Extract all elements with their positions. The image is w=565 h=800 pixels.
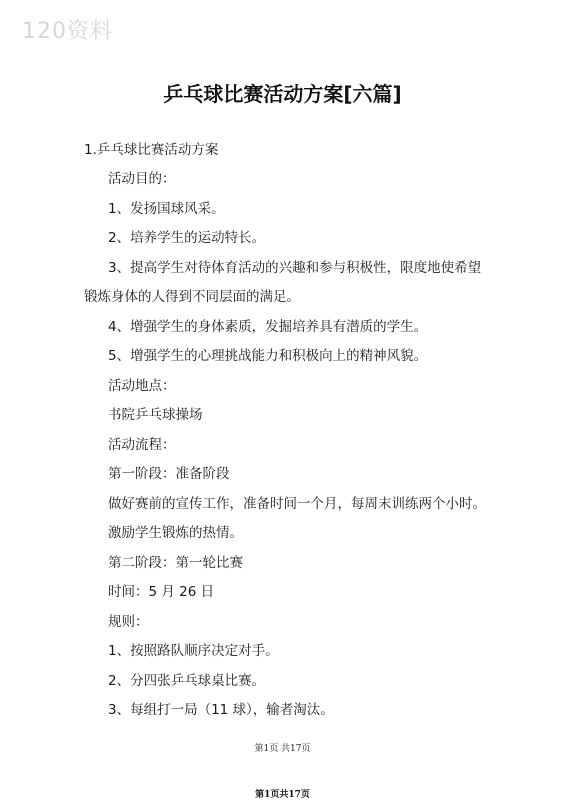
stage-1-heading: 第一阶段：准备阶段 — [108, 466, 230, 482]
purpose-item-5: 5、增强学生的心理挑战能力和积极向上的精神风貌。 — [108, 348, 428, 364]
page-number-center: 第1页 共17页 — [254, 744, 311, 754]
process-label: 活动流程： — [108, 437, 176, 453]
rule-item-2: 2、分四张乒乓球桌比赛。 — [108, 673, 266, 689]
watermark: 120资料 — [22, 19, 113, 44]
purpose-item-3-line2: 锻炼身体的人得到不同层面的满足。 — [84, 289, 300, 305]
stage-1-description-2: 激励学生锻炼的热情。 — [108, 525, 243, 541]
purpose-item-2: 2、培养学生的运动特长。 — [108, 230, 266, 246]
stage-1-description: 做好赛前的宣传工作，准备时间一个月，每周末训练两个小时。 — [108, 496, 486, 512]
purpose-item-3-line1: 3、提高学生对待体育活动的兴趣和参与积极性，限度地使希望 — [108, 260, 482, 276]
rules-label: 规则： — [108, 614, 149, 630]
rule-item-3: 3、每组打一局（11 球），输者淘汰。 — [108, 702, 334, 718]
page-title: 乒乓球比赛活动方案[六篇] — [163, 82, 402, 106]
time-line: 时间：5 月 26 日 — [108, 584, 215, 600]
purpose-label: 活动目的： — [108, 171, 176, 187]
section-heading: 1.乒乓球比赛活动方案 — [84, 142, 219, 158]
purpose-item-1: 1、发扬国球风采。 — [108, 201, 225, 217]
purpose-item-4: 4、增强学生的身体素质，发掘培养具有潜质的学生。 — [108, 319, 428, 335]
location-label: 活动地点： — [108, 378, 176, 394]
stage-2-heading: 第二阶段：第一轮比赛 — [108, 555, 243, 571]
location-value: 书院乒乓球操场 — [108, 407, 203, 423]
rule-item-1: 1、按照路队顺序决定对手。 — [108, 643, 279, 659]
page-number-bottom: 第1页共17页 — [255, 790, 310, 800]
